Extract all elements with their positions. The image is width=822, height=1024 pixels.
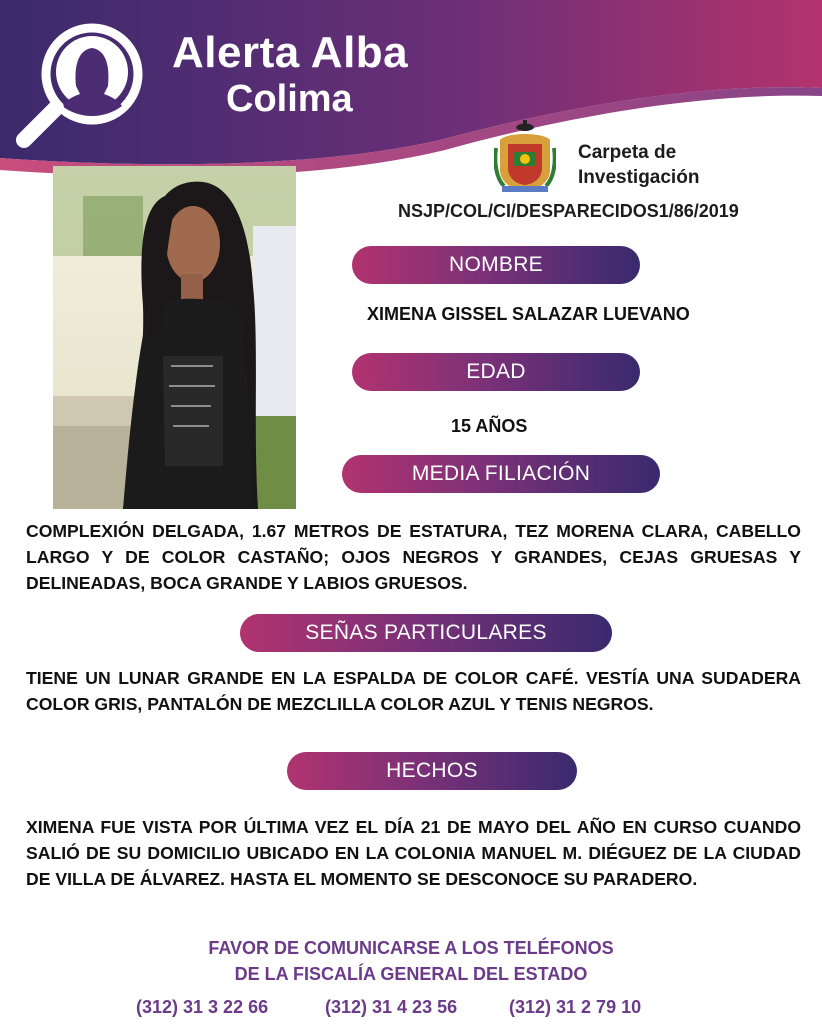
phone-number-2: (312) 31 4 23 56 (325, 997, 458, 1017)
edad-value: 15 AÑOS (451, 416, 528, 436)
magnifier-person-icon (14, 14, 154, 149)
case-folio: NSJP/COL/CI/DESPARECIDOS1/86/2019 (398, 201, 739, 221)
carpeta-line1: Carpeta de (578, 142, 677, 163)
nombre-value: XIMENA GISSEL SALAZAR LUEVANO (367, 304, 690, 324)
senas-particulares-text: TIENE UN LUNAR GRANDE EN LA ESPALDA DE COLOR CAFÉ. VESTÍA UNA SUDADERA COLOR GRIS, PANTALÓN DE MEZCLILLA COLOR AZUL Y TENIS NEGROS. (26, 668, 801, 714)
phone-number-1: (312) 31 3 22 66 (136, 997, 269, 1017)
media-filiacion-label-pill: MEDIA FILIACIÓN (342, 455, 660, 493)
footer-line1: FAVOR DE COMUNICARSE A LOS TELÉFONOS (208, 938, 614, 958)
carpeta-heading (578, 140, 699, 190)
carpeta-line2: Investigación (578, 167, 700, 188)
colima-coat-of-arms-icon (494, 118, 556, 194)
edad-label-pill: EDAD (352, 353, 640, 391)
app-title-line2: Colima (226, 78, 353, 120)
footer-line2: DE LA FISCALÍA GENERAL DEL ESTADO (234, 964, 588, 984)
hechos-label-pill: HECHOS (287, 752, 577, 790)
missing-person-photo (53, 166, 296, 509)
app-title-line1: Alerta Alba (172, 28, 409, 77)
senas-particulares-label-pill: SEÑAS PARTICULARES (240, 614, 612, 652)
phone-number-3: (312) 31 2 79 10 (509, 997, 642, 1017)
hechos-text: XIMENA FUE VISTA POR ÚLTIMA VEZ EL DÍA 21 DE MAYO DEL AÑO EN CURSO CUANDO SALIÓ DE SU DOMICILIO UBICADO EN LA COLONIA MANUEL M. DIÉGUEZ DE LA CIUDAD DE VILLA DE ÁLVAREZ. HASTA EL MOMENTO SE DESCONOCE SU PARADERO. (26, 817, 801, 889)
nombre-label-pill: NOMBRE (352, 246, 640, 284)
media-filiacion-text: COMPLEXIÓN DELGADA, 1.67 METROS DE ESTATURA, TEZ MORENA CLARA, CABELLO LARGO Y DE COLOR CASTAÑO; OJOS NEGROS Y GRANDES, CEJAS GRUESAS Y DELINEADAS, BOCA GRANDE Y LABIOS GRUESOS. (26, 521, 801, 593)
